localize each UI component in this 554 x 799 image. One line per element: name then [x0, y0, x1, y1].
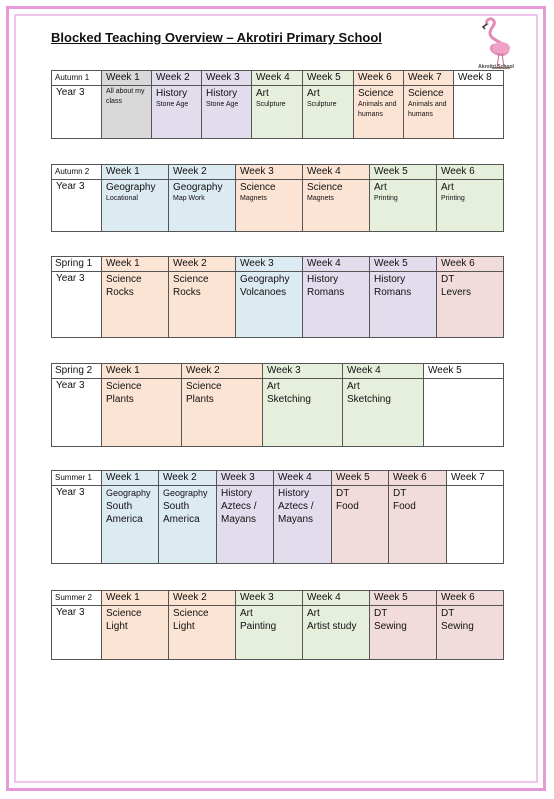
lesson-subject: DT: [441, 608, 455, 619]
week-header: Week 4: [303, 257, 370, 272]
lesson-topic: Locational: [106, 195, 138, 202]
lesson-topic: Romans: [374, 287, 412, 298]
week-header: Week 1: [102, 591, 169, 606]
lesson-cell: [102, 486, 159, 564]
week-header: Week 5: [303, 71, 354, 86]
term-table-autumn-1: [51, 70, 504, 139]
lesson-subject: Geography: [240, 274, 290, 285]
term-table-spring-2: [51, 363, 504, 447]
lesson-cell: [169, 272, 236, 338]
lesson-subject: Art: [240, 608, 253, 619]
lesson-subject: Art: [307, 88, 320, 99]
week-header: Week 3: [217, 471, 274, 486]
week-header: Week 1: [102, 364, 182, 379]
year-label: Year 3: [52, 86, 102, 139]
lesson-cell: [102, 86, 152, 139]
lesson-cell: [102, 180, 169, 232]
lesson-subject: History: [307, 274, 339, 285]
lesson-cell: [437, 272, 504, 338]
week-header: Week 5: [370, 165, 437, 180]
lesson-topic: Sewing: [441, 621, 474, 632]
lesson-subject: History: [374, 274, 406, 285]
week-header: Week 4: [303, 591, 370, 606]
week-header: Week 5: [424, 364, 504, 379]
lesson-subject: History: [278, 488, 310, 499]
lesson-topic: Printing: [374, 195, 398, 202]
flamingo-icon: [474, 16, 518, 70]
week-header: Week 4: [252, 71, 303, 86]
lesson-topic: Plants: [106, 394, 134, 405]
week-header: Week 2: [169, 257, 236, 272]
week-header: Week 2: [159, 471, 217, 486]
week-header: Week 4: [343, 364, 424, 379]
week-header: Week 5: [370, 591, 437, 606]
lesson-topic: Map Work: [173, 195, 205, 202]
lesson-subject: Science: [408, 88, 444, 99]
lesson-cell: [354, 86, 404, 139]
lesson-topic: Rocks: [106, 287, 134, 298]
lesson-cell: [404, 86, 454, 139]
lesson-subject: Geography: [106, 488, 151, 498]
lesson-cell: [370, 606, 437, 660]
lesson-cell: [274, 486, 332, 564]
lesson-cell: [169, 180, 236, 232]
lesson-cell: [303, 86, 354, 139]
lesson-cell: [447, 486, 504, 564]
week-header: Week 6: [389, 471, 447, 486]
year-label: Year 3: [52, 486, 102, 564]
lesson-topic: Light: [106, 621, 128, 632]
lesson-cell: [389, 486, 447, 564]
lesson-subject: Geography: [173, 182, 223, 193]
lesson-topic: Sculpture: [256, 101, 286, 108]
lesson-subject: Geography: [163, 488, 208, 498]
term-name: Spring 2: [52, 364, 102, 379]
logo-caption: Akrotiri School: [478, 64, 514, 70]
lesson-topic: Light: [173, 621, 195, 632]
lesson-cell: [102, 272, 169, 338]
lesson-subject: History: [221, 488, 253, 499]
week-header: Week 2: [182, 364, 263, 379]
lesson-cell: [182, 379, 263, 447]
lesson-topic: Sewing: [374, 621, 407, 632]
lesson-topic: Artist study: [307, 621, 357, 632]
week-header: Week 4: [274, 471, 332, 486]
lesson-topic: Sculpture: [307, 101, 337, 108]
lesson-subject: Art: [441, 182, 454, 193]
week-header: Week 6: [437, 257, 504, 272]
lesson-subject: Science: [186, 381, 222, 392]
lesson-cell: [454, 86, 504, 139]
lesson-cell: [236, 272, 303, 338]
week-header: Week 8: [454, 71, 504, 86]
week-header: Week 6: [437, 165, 504, 180]
lesson-subject: Geography: [106, 182, 156, 193]
term-table-spring-1: [51, 256, 504, 338]
term-name: Spring 1: [52, 257, 102, 272]
lesson-subject: Science: [240, 182, 276, 193]
lesson-cell: [332, 486, 389, 564]
lesson-topic: Rocks: [173, 287, 201, 298]
lesson-topic: Levers: [441, 287, 472, 298]
lesson-topic: Stone Age: [206, 101, 239, 108]
lesson-cell: [202, 86, 252, 139]
term-table-autumn-2: [51, 164, 504, 232]
lesson-topic: Volcanoes: [240, 287, 287, 298]
lesson-subject: History: [206, 88, 238, 99]
lesson-topic: Aztecs / Mayans: [278, 501, 314, 525]
week-header: Week 1: [102, 471, 159, 486]
lesson-cell: [152, 86, 202, 139]
lesson-cell: [370, 180, 437, 232]
lesson-subject: Art: [347, 381, 360, 392]
lesson-subject: Art: [307, 608, 320, 619]
lesson-subject: Art: [374, 182, 387, 193]
week-header: Week 2: [169, 591, 236, 606]
lesson-topic: Sketching: [347, 394, 391, 405]
lesson-topic: Food: [336, 501, 359, 512]
lesson-subject: Science: [106, 274, 142, 285]
lesson-cell: [236, 180, 303, 232]
lesson-cell: [370, 272, 437, 338]
lesson-cell: [252, 86, 303, 139]
term-name: Autumn 2: [52, 165, 102, 180]
lesson-topic: Aztecs / Mayans: [221, 501, 257, 525]
page-title: Blocked Teaching Overview – Akrotiri Primary School: [51, 30, 382, 45]
lesson-topic: Romans: [307, 287, 345, 298]
week-header: Week 5: [332, 471, 389, 486]
week-header: Week 1: [102, 165, 169, 180]
lesson-cell: [437, 606, 504, 660]
lesson-cell: [236, 606, 303, 660]
lesson-subject: Science: [173, 274, 209, 285]
lesson-cell: [303, 180, 370, 232]
week-header: Week 3: [236, 257, 303, 272]
lesson-cell: [303, 272, 370, 338]
lesson-topic: Animals and humans: [408, 101, 447, 118]
lesson-subject: Science: [307, 182, 343, 193]
term-name: Autumn 1: [52, 71, 102, 86]
lesson-cell: [263, 379, 343, 447]
week-header: Week 5: [370, 257, 437, 272]
week-header: Week 3: [236, 165, 303, 180]
lesson-cell: [169, 606, 236, 660]
lesson-topic: Sketching: [267, 394, 311, 405]
lesson-topic: Food: [393, 501, 416, 512]
week-header: Week 3: [202, 71, 252, 86]
lesson-subject: History: [156, 88, 188, 99]
lesson-subject: DT: [441, 274, 455, 285]
term-table-summer-1: [51, 470, 504, 564]
year-label: Year 3: [52, 606, 102, 660]
lesson-subject: Science: [173, 608, 209, 619]
lesson-topic: Magnets: [240, 195, 267, 202]
lesson-subject: DT: [374, 608, 388, 619]
lesson-subject: Science: [106, 381, 142, 392]
term-table-summer-2: [51, 590, 504, 660]
lesson-topic: South America: [106, 501, 143, 525]
lesson-cell: [102, 606, 169, 660]
lesson-subject: Science: [106, 608, 142, 619]
lesson-topic: Printing: [441, 195, 465, 202]
term-name: Summer 1: [52, 471, 102, 486]
week-header: Week 3: [263, 364, 343, 379]
week-header: Week 6: [354, 71, 404, 86]
year-label: Year 3: [52, 272, 102, 338]
week-header: Week 3: [236, 591, 303, 606]
lesson-topic: Stone Age: [156, 101, 189, 108]
year-label: Year 3: [52, 379, 102, 447]
lesson-cell: [217, 486, 274, 564]
week-header: Week 6: [437, 591, 504, 606]
week-header: Week 4: [303, 165, 370, 180]
lesson-topic: Painting: [240, 621, 277, 632]
week-header: Week 2: [169, 165, 236, 180]
lesson-cell: [159, 486, 217, 564]
lesson-cell: [343, 379, 424, 447]
lesson-topic: Magnets: [307, 195, 334, 202]
lesson-topic: South America: [163, 501, 200, 525]
term-name: Summer 2: [52, 591, 102, 606]
lesson-topic: Animals and humans: [358, 101, 397, 118]
lesson-subject: Art: [267, 381, 280, 392]
week-header: Week 1: [102, 257, 169, 272]
lesson-cell: [102, 379, 182, 447]
week-header: Week 7: [404, 71, 454, 86]
lesson-cell: [303, 606, 370, 660]
lesson-topic: Plants: [186, 394, 214, 405]
lesson-topic: All about my class: [106, 88, 145, 105]
week-header: Week 2: [152, 71, 202, 86]
lesson-cell: [437, 180, 504, 232]
lesson-subject: DT: [336, 488, 350, 499]
lesson-subject: DT: [393, 488, 407, 499]
week-header: Week 7: [447, 471, 504, 486]
year-label: Year 3: [52, 180, 102, 232]
lesson-subject: Science: [358, 88, 394, 99]
lesson-subject: Art: [256, 88, 269, 99]
week-header: Week 1: [102, 71, 152, 86]
lesson-cell: [424, 379, 504, 447]
